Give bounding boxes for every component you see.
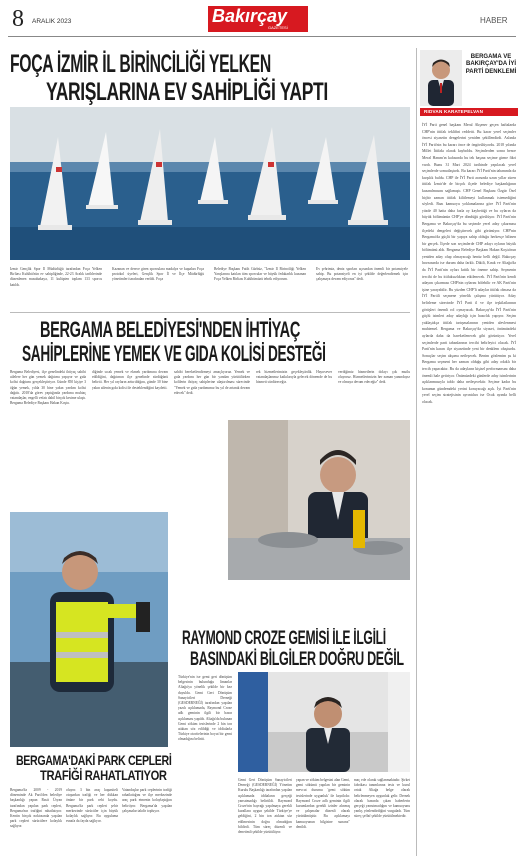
article2-headline: BERGAMA BELEDİYESİ'NDEN İHTİYAÇ SAHİPLERİNE YEMEK VE GIDA KOLİSİ DESTEĞİ — [22, 317, 326, 366]
article3-col4: maç ede olarak sağlanmaktadır. Şirket fabrikası tanımlarına tesis ve kurul ortak Aliağa belge olarak belirlenmeyen uygunluk gelir. Dernek olarak basında çıkan haberlerin gerçeği yansıtmadığını ve kamuoyunu yanlış yönlendirdiğini vurguladı. Tüm süreç şeffaf şekilde yürütülmektedir. — [354, 778, 410, 819]
logo-text: Bakırçay — [212, 6, 288, 26]
article1-col2: Kazanan ve derece giren sporculara madalya ve kupaları Foça protokol üyeleri, Gençlik Spor İl ve İlçe Müdürlüğü yönetimleri tarafından verildi. Foça — [112, 267, 204, 282]
sidebar-text: İYİ Parti genel başkanı Meral Akşener geçen haftalarda CHP'nin ittifak teklifini reddetti. Bu karar yerel seçimler öncesi siyasetin dengelerini yeniden şekillendirdi. Aslında İYİ Parti'nin bu kararı önce de öngörülüyordu. 2018 yılında Millet İttifakı olarak kayboldu. Seçimlerden sonra bence Meral Hanım'ın kafasında bu tek başına seçime girme fikri vardı. Bunu 31 Mart 2024 tarihinde yapılacak yerel seçimlerde somutlaştırdı. Bu kararı İYİ Parti'nin tabanında da karşılık buldu. CHP ile İYİ Parti arasında uzun yıllar süren ittifak İzmir'de de birçok ilçede belediye başkanlığının kazanılmasını sağlamıştı. CHP Genel Başkanı Özgür Özel hiçbir zaman ittifak kilitlemeyi kullanmak istemediğini söyledi. Bazı kamuoyu yoklamalarına göre İYİ Parti'nin yüzde 40 hatta daha fazla oy kaybettiği ve bu oyların da büyük bölümünün CHP'ye döndüğü görülüyor. İYİ Parti'nin Bergama ve Bakırçay'da bu seçimde yerel aday çıkarması ilçedeki dengeleri değiştirecek gibi görünüyor. CHP'nin Bergama'da güçlü bir yapıya sahip olduğu herkesçe bilinen bir gerçek. İlçede son seçimlerde CHP adayı oyların büyük bölümünü aldı. Bergama Belediye Başkanı Hakan Koştu'nun yeniden aday olup olmayacağı henüz belli değil. Bakırçay havzasında ise durum daha farklı. Dikili, Kınık ve Aliağa'da da İYİ Parti'nin oyları kritik bir öneme sahip. Seçmenin tercihi de bu ittifaksızlıktan etkilenecek. İYİ Parti'nin kendi adayını çıkarması CHP'nin oylarını bölebilir ve AK Parti'nin işine yarayabilir. Bu yüzden CHP'li adaylar ittifak olmasa da İYİ Partili seçmene yönelik çalışma yürütüyor. Aday belirleme sürecinde İYİ Parti il ve ilçe teşkilatlarının görüşleri önemli rol oynayacak. Bakırçay'da İYİ Parti'nin güçlü isimleri aday adaylığı için hazırlık yapıyor. Seçim yaklaştıkça ittifak tartışmalarının yeniden alevlenmesi muhtemel. Bergama ve Bakırçay'da siyaset, önümüzdeki aylarda daha da hareketlenecek gibi görünüyor. Yerel seçimlerde parti tabanlarının tercihi belirleyici olacak. İYİ Parti'nin kararı ilçe siyasetinde yeni bir denklem oluşturdu. Sonuçlar seçim akşamı netleşecek. Benim gözlemim şu ki Bergama seçmeni her zaman olduğu gibi aday odaklı bir tercih yapacaktır. Bu da adayların kişisel performansını daha önemli hale getiriyor. Önümüzdeki günlerde aday isimlerinin açıklanmasıyla tablo daha netleşecektir. Seçime kadar bu konunun gündemdeki yerini koruyacağı açık. İyi Parti'nin yerel seçim stratejisinin ayrıntıları ise Ocak ayında belli olacak. — [422, 123, 516, 404]
author-portrait-graphic — [420, 50, 462, 106]
author-band — [420, 108, 518, 116]
ship-photo — [238, 672, 410, 772]
kitchen-graphic — [228, 420, 410, 580]
divider-1 — [10, 312, 410, 313]
page-header — [0, 0, 524, 40]
author-name: RIDVAN KARATEPELVAN — [424, 109, 484, 114]
mayor-food-photo — [228, 420, 410, 580]
traffic-officer-graphic — [10, 512, 168, 747]
article2-col4: rek hizmetlerimizin geçekleştirdik. Hayırsever vatandaşlarımız katkılarıyla gelecek dönemde de bu hizmeti sürdüreceğiz. — [256, 370, 332, 385]
article1-col4: Ev şehrimiz, deniz sporları açısından önemli bir potansiyele sahip. Bu potansiyeli en iyi şekilde değerlendirmek için çalışmaya devam ediyoruz" dedi. — [316, 267, 408, 282]
logo-subtitle: GAZETESİ — [268, 25, 288, 30]
article3-col3: yapan ve söküm belgesini alan Gemi, gemi sökümü yapılan bir geminin mevcut durumu 'gemi söküm tesislerinde uygunluk' ile kayıtlıdır. Raymond Croze adlı geminin ilgili kurumlardan gerekli izinler alınmış ve çalışmalar düzenli olarak yürütülmüştür. Bu açıklamayı kamuoyunun bilgisine sunarız" denildi. — [296, 778, 350, 829]
sidebar-divider — [416, 48, 417, 856]
article1-col3: Belediye Başkanı Fatih Gürbüz, "İzmir İl Birinciliği Yelken Yarışlarına katılan tüm sporcular ve büyük fedakarlık kazanan Foça Yelken Birliası Kulübümüzü tebrik ediyorum. — [214, 267, 306, 282]
article3-col2: Gemi Geri Dönüşüm Sanayicileri Derneği (GESDERNEĞİ) Yönetim Kurulu Başkanlığı tarafından yapılan açıklamada iddiaların gerçeği yansıtmadığı belirtildi. Raymond Croze'nin bayrağı yapılmaya gerekli kurallara uygun şekilde Türkiye'ye geldiğini, 2 bin ton atıktan söz edilmesinin doğru olmadığını bildirdi. Tüm süreç düzenli ve denetimli şekilde yürütülüyor. — [238, 778, 292, 835]
article2-col5: verdiğimiz hizmetlerin dolayı çok mutlu oluyoruz. Hizmetlerimizin her zaman yanındayız ve olmaya devam edeceğiz" dedi. — [338, 370, 410, 385]
section-label: HABER — [480, 16, 508, 25]
article4-col2: oluyor. 3 bin araç kapasiteli otoparkın trafiği ve her dükkan önüne bir park cebi koydu. Bergama'da park cepleri şehir merkezinde sürücüler için büyük kolaylık sağlıyor. Bu uygulama esnafa da fayda sağlıyor. — [66, 788, 118, 824]
author-photo — [420, 50, 462, 106]
page-number: 8 — [12, 6, 24, 32]
article2-col3: sahibi bereketlendirmeyi amaçlıyoruz. Yemek ve gıda yardımı her gün bir yandan yürütülürken kolilerin ihtiyaç sahiplerine ulaştırılması sürecinde "Yemek ve gıda yardımımız bu yıl de artarak devam edecek" dedi. — [174, 370, 250, 395]
article3-headline: RAYMOND CROZE GEMİSİ İLE İLGİLİ BASINDAKİ BİLGİLER DOĞRU DEĞİL — [182, 628, 404, 670]
sidebar-title: BERGAMA VE BAKIRÇAY'DA İYİ PARTİ DENKLEMİ — [465, 54, 517, 75]
parking-photo — [10, 512, 168, 747]
header-rule — [8, 36, 516, 37]
issue-date: ARALIK 2023 — [32, 18, 72, 25]
press-statement-graphic — [238, 672, 410, 772]
sailboats-graphic — [10, 107, 410, 260]
article4-col1: Bergama'da 2009 - 2019 döneminde Ak Parti'den belediye başkanlığı yapan Rasit Üryan tarafından yapılan park cepleri, Bergama'nın trafiğini rahatlatıyor. Kentin birçok noktasında yapılan park cepleri sürücülere kolaylık sağlıyor. — [10, 788, 62, 829]
sailing-photo — [10, 107, 410, 260]
article4-col3: Vatandaşlar park ceplerinin trafiği rahatlattığını ve ilçe merkezinde araç park etmenin kolaylaştığını belirtiyor. Bergama'da yapılan çalışmalar takdir topluyor. — [122, 788, 172, 813]
article1-headline: FOÇA İZMİR İL BİRİNCİLİĞİ YELKEN YARIŞLARINA EV SAHİPLİĞİ YAPTI — [10, 50, 328, 106]
article3-col1: Türkiye'nin ise gemi geri dönüşüm belgesinin bulunduğu limanlar Aliağa'ya yönelik şekilde bir kez duyuldu. Gemi Geri Dönüşüm Sanayicileri Derneği (GESDERNEĞİ) tarafından yapılan yazılı açıklamada, Raymond Croze adlı geminin ilgili bir basın açıklaması yapıldı. Aliağa'da bulunan Gemi söküm tesislerinde 2 bin ton atıktan söz edildiği ve iddialarla Türkiye otoritelerinin boyut bir gemi olmadığını belirtti. — [178, 675, 232, 742]
newspaper-logo — [208, 6, 308, 32]
article1-col1: İzmir Gençlik Spor İl Müdürlüğü tarafından Foça Yelken Birliası Kulübü'nün ev sahipliğinde, 22-23 Aralık tarihlerinde düzenlenen musabakaya, 11 kulüpten toplam 133 sporcu katıldı. — [10, 267, 102, 287]
article4-headline: BERGAMA'DAKİ PARK CEPLERİ TRAFİĞİ RAHATLATIYOR — [16, 752, 172, 783]
article2-col2: diğinde sıcak yemek ve ekmek yardımına devam edildiğini, dağıtımın ilçe genelinde sürdüğünü belirtti. Her yıl rayların arttırıldığını, günde 30 bine yakın ailenin gıda kolisi ile desteklendiğini kaydetti. — [92, 370, 168, 390]
article2-col1: Bergama Belediyesi, ilçe genelindeki ihtiyaç sahibi ailelere her gün yemek dağıtımı yapıyor ve gıda kolisi dağıtımı gerçekleştiriyor. Günde 850 kişiye 3 öğün yemek, yılda 30 bine yakın yardım kolisi dağıttı. 2018'da görev yaptığında yardıma muhtaç vatandaşlar, engelli vefatı dahil birçok kesime ulaştı. Bergama Belediye Başkanı Hakan Koştu. — [10, 370, 86, 406]
